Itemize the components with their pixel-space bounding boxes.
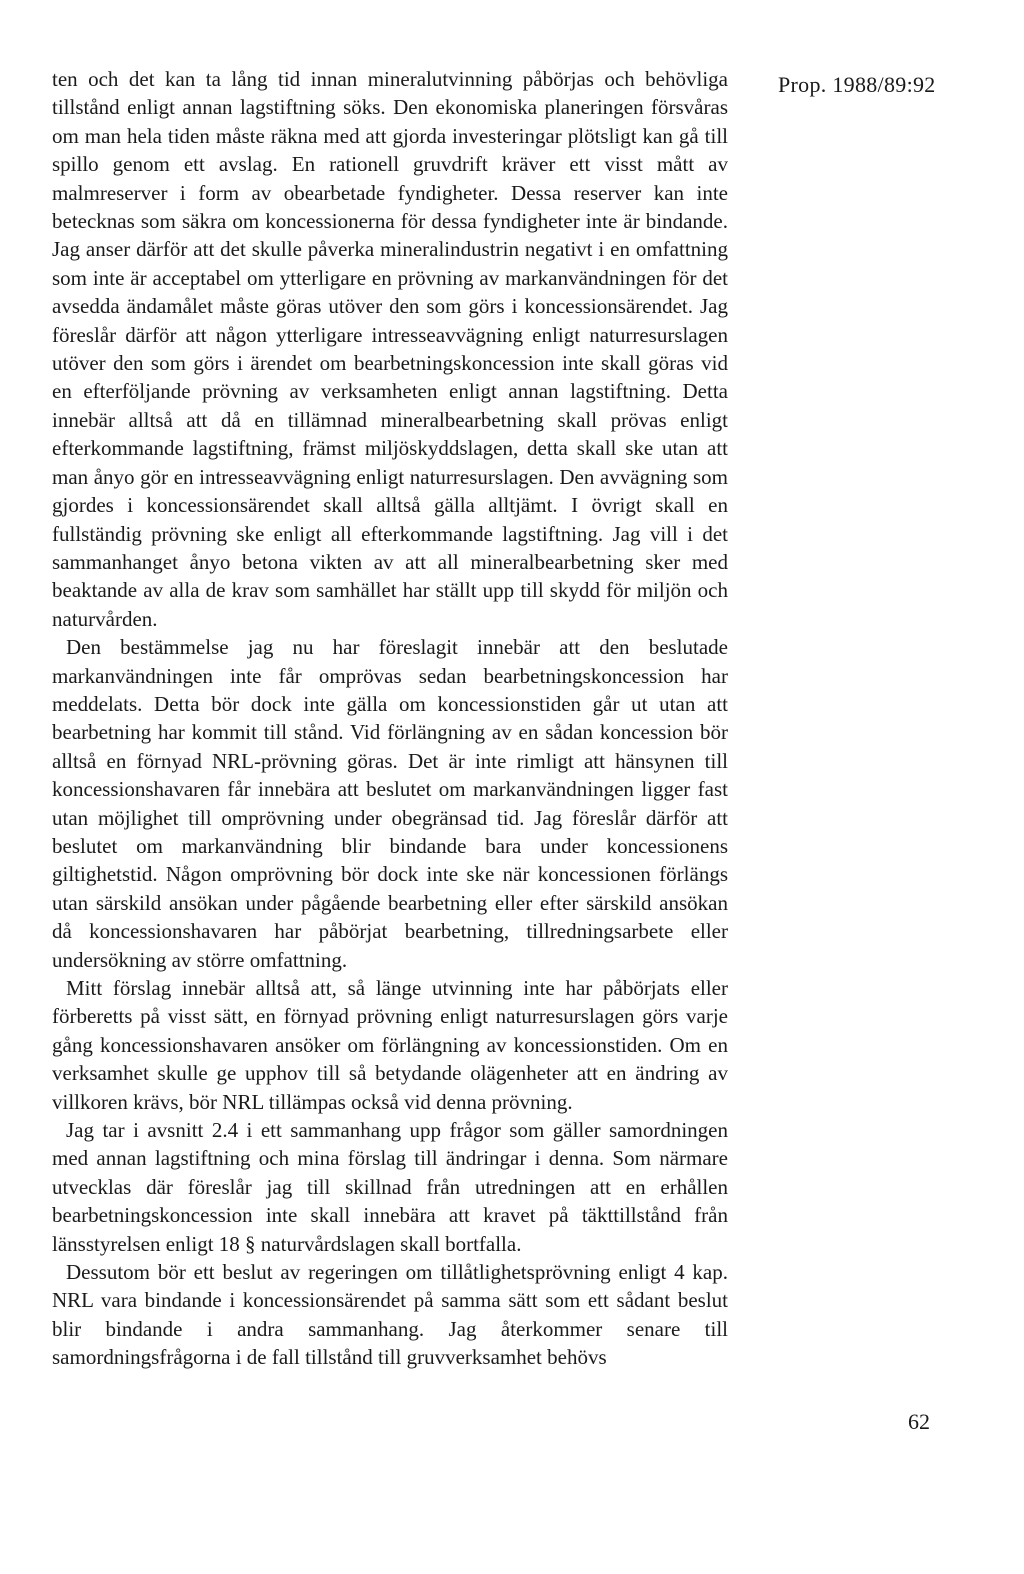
paragraph-1: ten och det kan ta lång tid innan mineralutvinning påbörjas och behövliga tillstånd enligt annan lagstiftning söks. Den ekonomiska planeringen försvåras om man hela tiden måste räkna med att gjorda investeringar plötsligt kan gå till spillo genom ett avslag. En rationell gruvdrift kräver ett visst mått av malmreserver i form av obearbetade fyndigheter. Dessa reserver kan inte betecknas som säkra om koncessionerna för dessa fyndigheter inte är bindande. Jag anser därför att det skulle påverka mineralindustrin negativt i en omfattning som inte är acceptabel om ytterligare en prövning av markanvändningen för det avsedda ändamålet måste göras utöver den som görs i koncessionsärendet. Jag föreslår därför att någon ytterligare intresseavvägning enligt naturresurslagen utöver den som görs i ärendet om bearbetningskoncession inte skall göras vid en efterföljande prövning av verksamheten enligt annan lagstiftning. Detta innebär alltså att då en tillämnad mineralbearbetning skall prövas enligt efterkommande lagstiftning, främst miljöskyddslagen, detta skall ske utan att man ånyo gör en intresseavvägning enligt naturresurslagen. Den avvägning som gjordes i koncessionsärendet skall alltså gälla alltjämt. I övrigt skall en fullständig prövning ske enligt all efterkommande lagstiftning. Jag vill i det sammanhanget ånyo betona vikten av att all mineralbearbetning sker med beaktande av alla de krav som samhället har ställt upp till skydd för miljön och naturvården. (52, 67, 728, 631)
page-number: 62 (908, 1409, 930, 1434)
paragraph-5: Dessutom bör ett beslut av regeringen om tillåtlighetsprövning enligt 4 kap. NRL vara bindande i koncessionsärendet på samma sätt som ett sådant beslut blir bindande i andra sammanhang. Jag återkommer senare till samordningsfrågorna i de fall tillstånd till gruvverksamhet behövs (52, 1260, 728, 1370)
proposition-reference: Prop. 1988/89:92 (778, 72, 936, 97)
paragraph-2: Den bestämmelse jag nu har föreslagit innebär att den beslutade markanvändningen inte får omprövas sedan bearbetningskoncession har meddelats. Detta bör dock inte gälla om koncessionstiden går ut utan att bearbetning har kommit till stånd. Vid förlängning av en sådan koncession bör alltså en förnyad NRL-prövning göras. Det är inte rimligt att hänsynen till koncessionshavaren får innebära att beslutet om markanvändningen ligger fast utan möjlighet till omprövning under obegränsad tid. Jag föreslår därför att beslutet om markanvändning blir bindande bara under koncessionens giltighetstid. Någon omprövning bör dock inte ske när koncessionen förlängs utan särskild ansökan under pågående bearbetning eller efter särskild ansökan då koncessionshavaren har påbörjat bearbetning, tillredningsarbete eller undersökning av större omfattning. (52, 635, 728, 972)
body-text (52, 65, 728, 1372)
paragraph-3: Mitt förslag innebär alltså att, så länge utvinning inte har påbörjats eller förberetts på visst sätt, en förnyad prövning enligt naturresurslagen görs varje gång koncessionshavaren ansöker om förlängning av koncessionstiden. Om en verksamhet skulle ge upphov till så betydande olägenheter att en ändring av villkoren krävs, bör NRL tillämpas också vid denna prövning. (52, 976, 728, 1114)
paragraph-4: Jag tar i avsnitt 2.4 i ett sammanhang upp frågor som gäller samordningen med annan lagstiftning och mina förslag till ändringar i denna. Som närmare utvecklas där föreslår jag till skillnad från utredningen att en erhållen bearbetningskoncession inte skall innebära att kravet på täkttillstånd från länsstyrelsen enligt 18 § naturvårdslagen skall bortfalla. (52, 1118, 728, 1256)
